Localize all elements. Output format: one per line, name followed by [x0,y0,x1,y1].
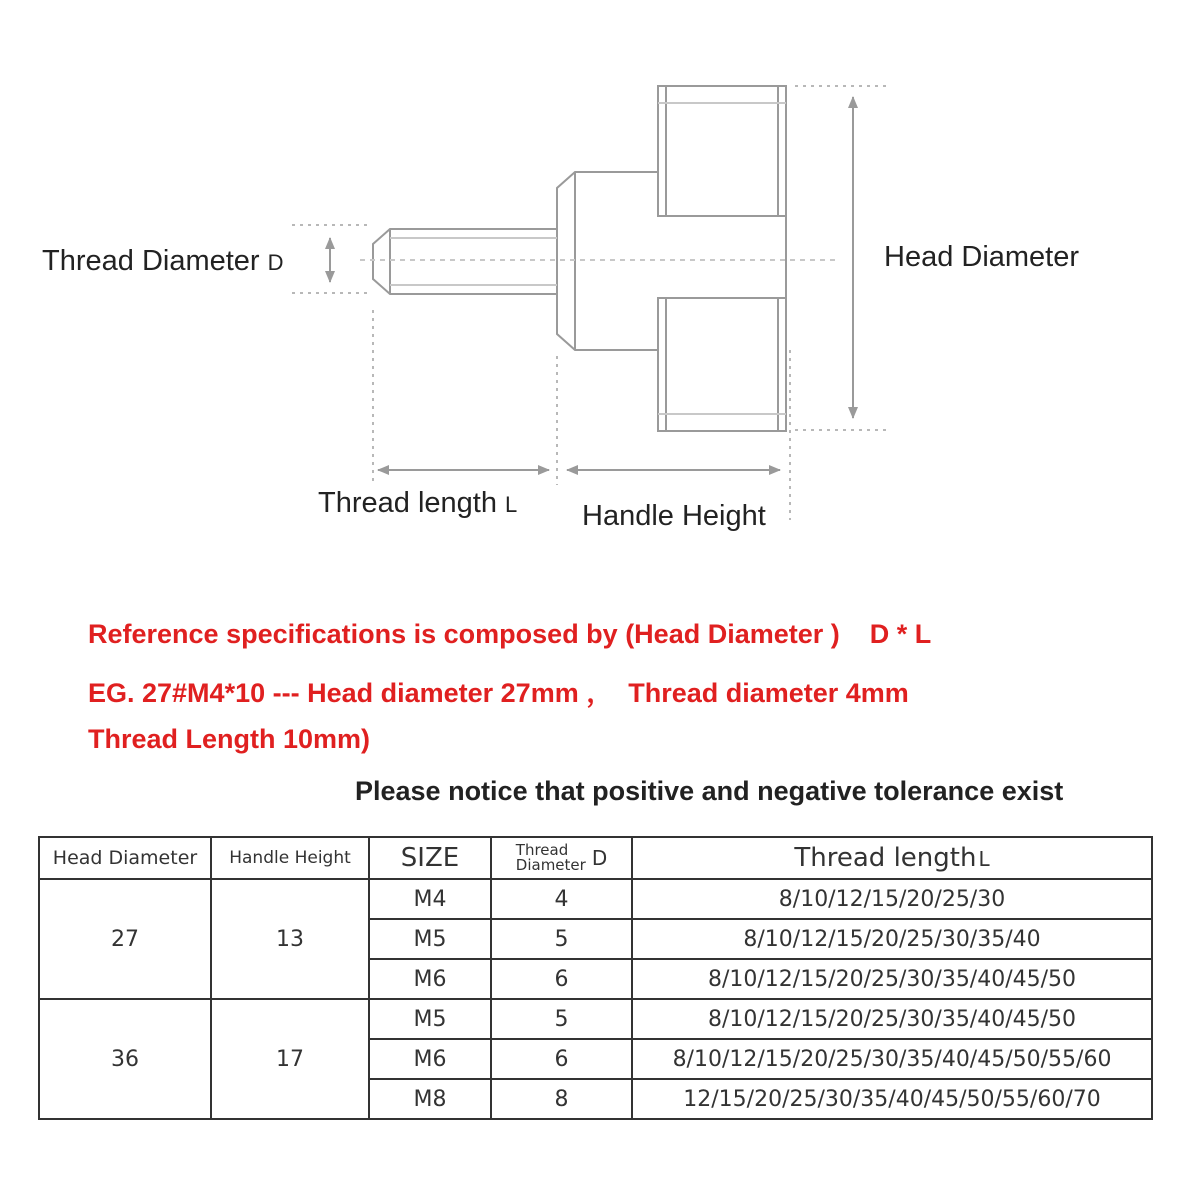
knob-screw-drawing [0,0,1200,560]
table-header-row [39,837,1152,879]
head-diameter-label: Head Diameter [884,241,1080,273]
header-thread-length-symbol: L [978,847,990,871]
thread-diameter-cell: 5 [491,999,632,1039]
table-row [39,999,1152,1039]
header-thread-diameter [491,837,632,879]
header-size: SIZE [369,837,491,879]
thread-length-cell: 8/10/12/15/20/25/30/35/40/45/50/55/60 [632,1039,1152,1079]
header-thread-diameter-line2: Diameter [515,856,586,874]
size-cell: M4 [369,879,491,919]
header-thread-diameter-line1: Thread [515,841,569,859]
thread-diameter-cell: 5 [491,919,632,959]
thread-diameter-cell: 6 [491,1039,632,1079]
thread-diameter-cell: 6 [491,959,632,999]
thread-shaft [373,229,557,294]
header-head-diameter: Head Diameter [39,837,211,879]
reference-note-line-1: Reference specifications is composed by (Head Diameter ) D * L [88,619,932,649]
thread-length-label [318,487,517,520]
header-thread-length-text: Thread length [794,843,977,873]
handle-height-label: Handle Height [582,500,766,532]
thread-length-cell: 8/10/12/15/20/25/30/35/40/45/50 [632,999,1152,1039]
thread-diameter-symbol: D [267,250,284,275]
thread-diameter-label [42,245,283,278]
thread-length-cell: 8/10/12/15/20/25/30/35/40/45/50 [632,959,1152,999]
size-cell: M6 [369,959,491,999]
header-handle-height: Handle Height [211,837,369,879]
thread-length-symbol: L [504,492,518,517]
specification-table [38,836,1153,1120]
head-wing-bottom [658,298,786,431]
header-thread-diameter-symbol: D [591,845,608,870]
tolerance-notice: Please notice that positive and negative tolerance exist [355,776,1064,806]
head-diameter-cell: 27 [39,879,211,999]
thread-length-cell: 12/15/20/25/30/35/40/45/50/55/60/70 [632,1079,1152,1119]
table-row [39,879,1152,919]
reference-note-line-2: EG. 27#M4*10 --- Head diameter 27mm ， Thread diameter 4mm [88,678,909,708]
thread-length-label-text: Thread length [318,487,497,519]
handle-height-cell: 13 [211,879,369,999]
header-thread-length [632,837,1152,879]
thread-length-cell: 8/10/12/15/20/25/30/35/40 [632,919,1152,959]
head-wing-top [658,86,786,216]
thread-diameter-cell: 8 [491,1079,632,1119]
size-cell: M8 [369,1079,491,1119]
size-cell: M5 [369,919,491,959]
size-cell: M6 [369,1039,491,1079]
size-cell: M5 [369,999,491,1039]
thread-diameter-cell: 4 [491,879,632,919]
thread-length-cell: 8/10/12/15/20/25/30 [632,879,1152,919]
thread-diameter-label-text: Thread Diameter [42,245,260,277]
handle-height-cell: 17 [211,999,369,1119]
reference-note-line-3: Thread Length 10mm) [88,724,371,754]
head-diameter-cell: 36 [39,999,211,1119]
